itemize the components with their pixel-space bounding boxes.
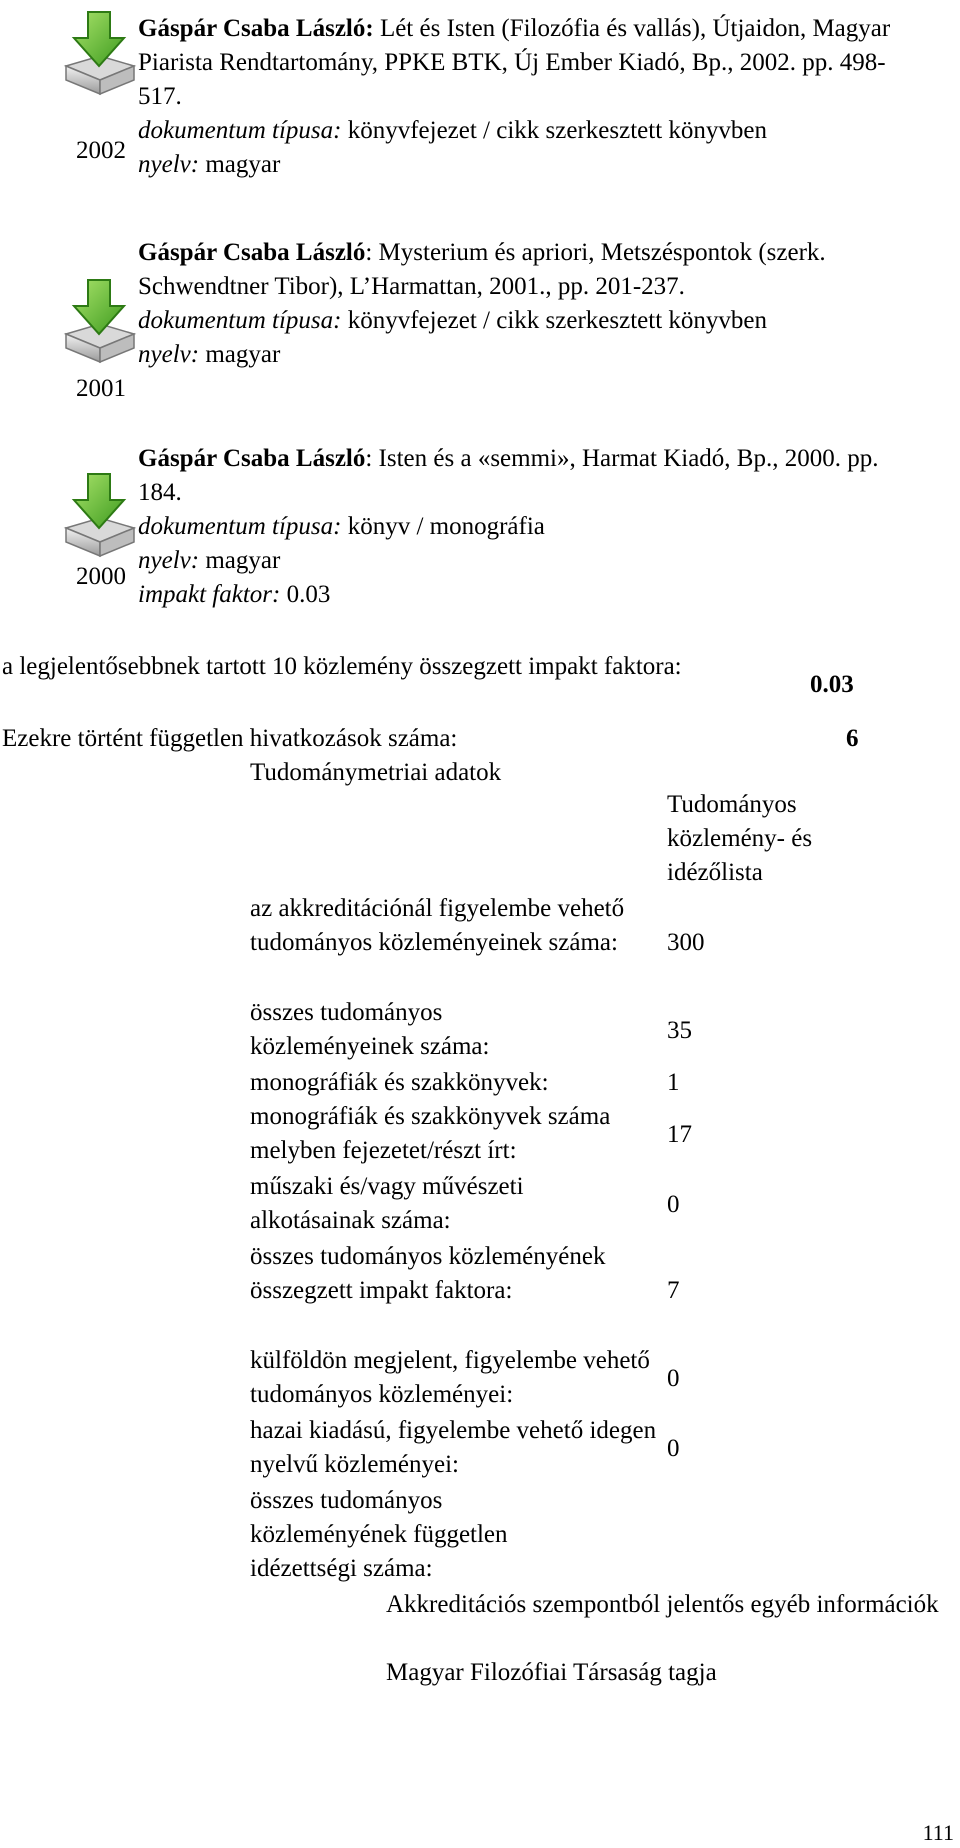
impact-factor-label: impakt faktor: xyxy=(138,581,281,608)
publication-text xyxy=(138,12,898,182)
metric-value: 300 xyxy=(667,929,705,956)
publication-citation: Lét és Isten (Filozófia és vallás), Útjaidon, Magyar Piarista Rendtartomány, PPKE BTK, Új Ember Kiadó, Bp., 2002. pp. 498-517. xyxy=(138,15,891,110)
document-type-value: könyv / monográfia xyxy=(341,513,545,540)
language-value: magyar xyxy=(199,151,281,178)
publication-author: Gáspár Csaba László xyxy=(138,239,366,266)
metric-label: monográfiák és szakkönyvek: xyxy=(250,1069,549,1096)
document-type-label: dokumentum típusa: xyxy=(138,513,342,540)
language-value: magyar xyxy=(199,341,281,368)
download-icon[interactable] xyxy=(60,276,140,366)
independent-citations-label: Ezekre történt független hivatkozások száma: xyxy=(2,725,458,752)
metric-value: 7 xyxy=(667,1277,680,1304)
download-icon[interactable] xyxy=(60,470,140,560)
top10-impact-label: a legjelentősebbnek tartott 10 közlemény összegzett impakt faktora: xyxy=(2,653,682,680)
top10-impact-value: 0.03 xyxy=(810,671,854,698)
language-value: magyar xyxy=(199,547,281,574)
page-number: 111 xyxy=(922,1820,954,1845)
metric-value: 0 xyxy=(667,1435,680,1462)
publication-year: 2001 xyxy=(76,375,126,402)
document-type-value: könyvfejezet / cikk szerkesztett könyvben xyxy=(341,117,767,144)
language-label: nyelv: xyxy=(138,341,200,368)
metric-value: 0 xyxy=(667,1365,680,1392)
metric-label: az akkreditációnál figyelembe vehető tudományos közleményeinek száma: xyxy=(250,895,625,956)
independent-citations-value: 6 xyxy=(846,725,859,752)
metric-value: 1 xyxy=(667,1069,680,1096)
publication-author: Gáspár Csaba László: xyxy=(138,15,374,42)
metric-label: külföldön megjelent, figyelembe vehető tudományos közleményei: xyxy=(250,1347,650,1408)
metric-value: 35 xyxy=(667,1017,692,1044)
extra-info-heading: Akkreditációs szempontból jelentős egyéb információk xyxy=(386,1591,939,1618)
metric-label: összes tudományos közleményének összegzett impakt faktora: xyxy=(250,1243,606,1304)
language-label: nyelv: xyxy=(138,547,200,574)
metric-value: 0 xyxy=(667,1191,680,1218)
document-type-label: dokumentum típusa: xyxy=(138,307,342,334)
metrics-column-header: Tudományos közlemény- és idézőlista xyxy=(667,791,813,886)
publication-citation: : Isten és a «semmi», Harmat Kiadó, Bp., 2000. pp. 184. xyxy=(138,445,879,506)
membership-text: Magyar Filozófiai Társaság tagja xyxy=(386,1659,717,1686)
publication-text xyxy=(138,442,898,612)
language-label: nyelv: xyxy=(138,151,200,178)
metric-label: monográfiák és szakkönyvek száma melyben fejezetet/részt írt: xyxy=(250,1103,611,1164)
metric-label: műszaki és/vagy művészeti alkotásainak száma: xyxy=(250,1173,524,1234)
publication-year: 2002 xyxy=(76,137,126,164)
metric-label: hazai kiadású, figyelembe vehető idegen nyelvű közleményei: xyxy=(250,1417,657,1478)
download-icon[interactable] xyxy=(60,8,140,98)
publication-year: 2000 xyxy=(76,563,126,590)
metric-label: összes tudományos közleményeinek száma: xyxy=(250,999,490,1060)
metrics-heading: Tudománymetriai adatok xyxy=(250,759,502,786)
publication-author: Gáspár Csaba László xyxy=(138,445,366,472)
impact-factor-value: 0.03 xyxy=(280,581,331,608)
publication-text xyxy=(138,236,898,372)
document-type-label: dokumentum típusa: xyxy=(138,117,342,144)
document-type-value: könyvfejezet / cikk szerkesztett könyvben xyxy=(341,307,767,334)
metric-value: 17 xyxy=(667,1121,692,1148)
publication-citation: : Mysterium és apriori, Metszéspontok (szerk. Schwendtner Tibor), L’Harmattan, 2001., pp. 201-237. xyxy=(138,239,826,300)
metric-label: összes tudományos közleményének független idézettségi száma: xyxy=(250,1487,508,1582)
